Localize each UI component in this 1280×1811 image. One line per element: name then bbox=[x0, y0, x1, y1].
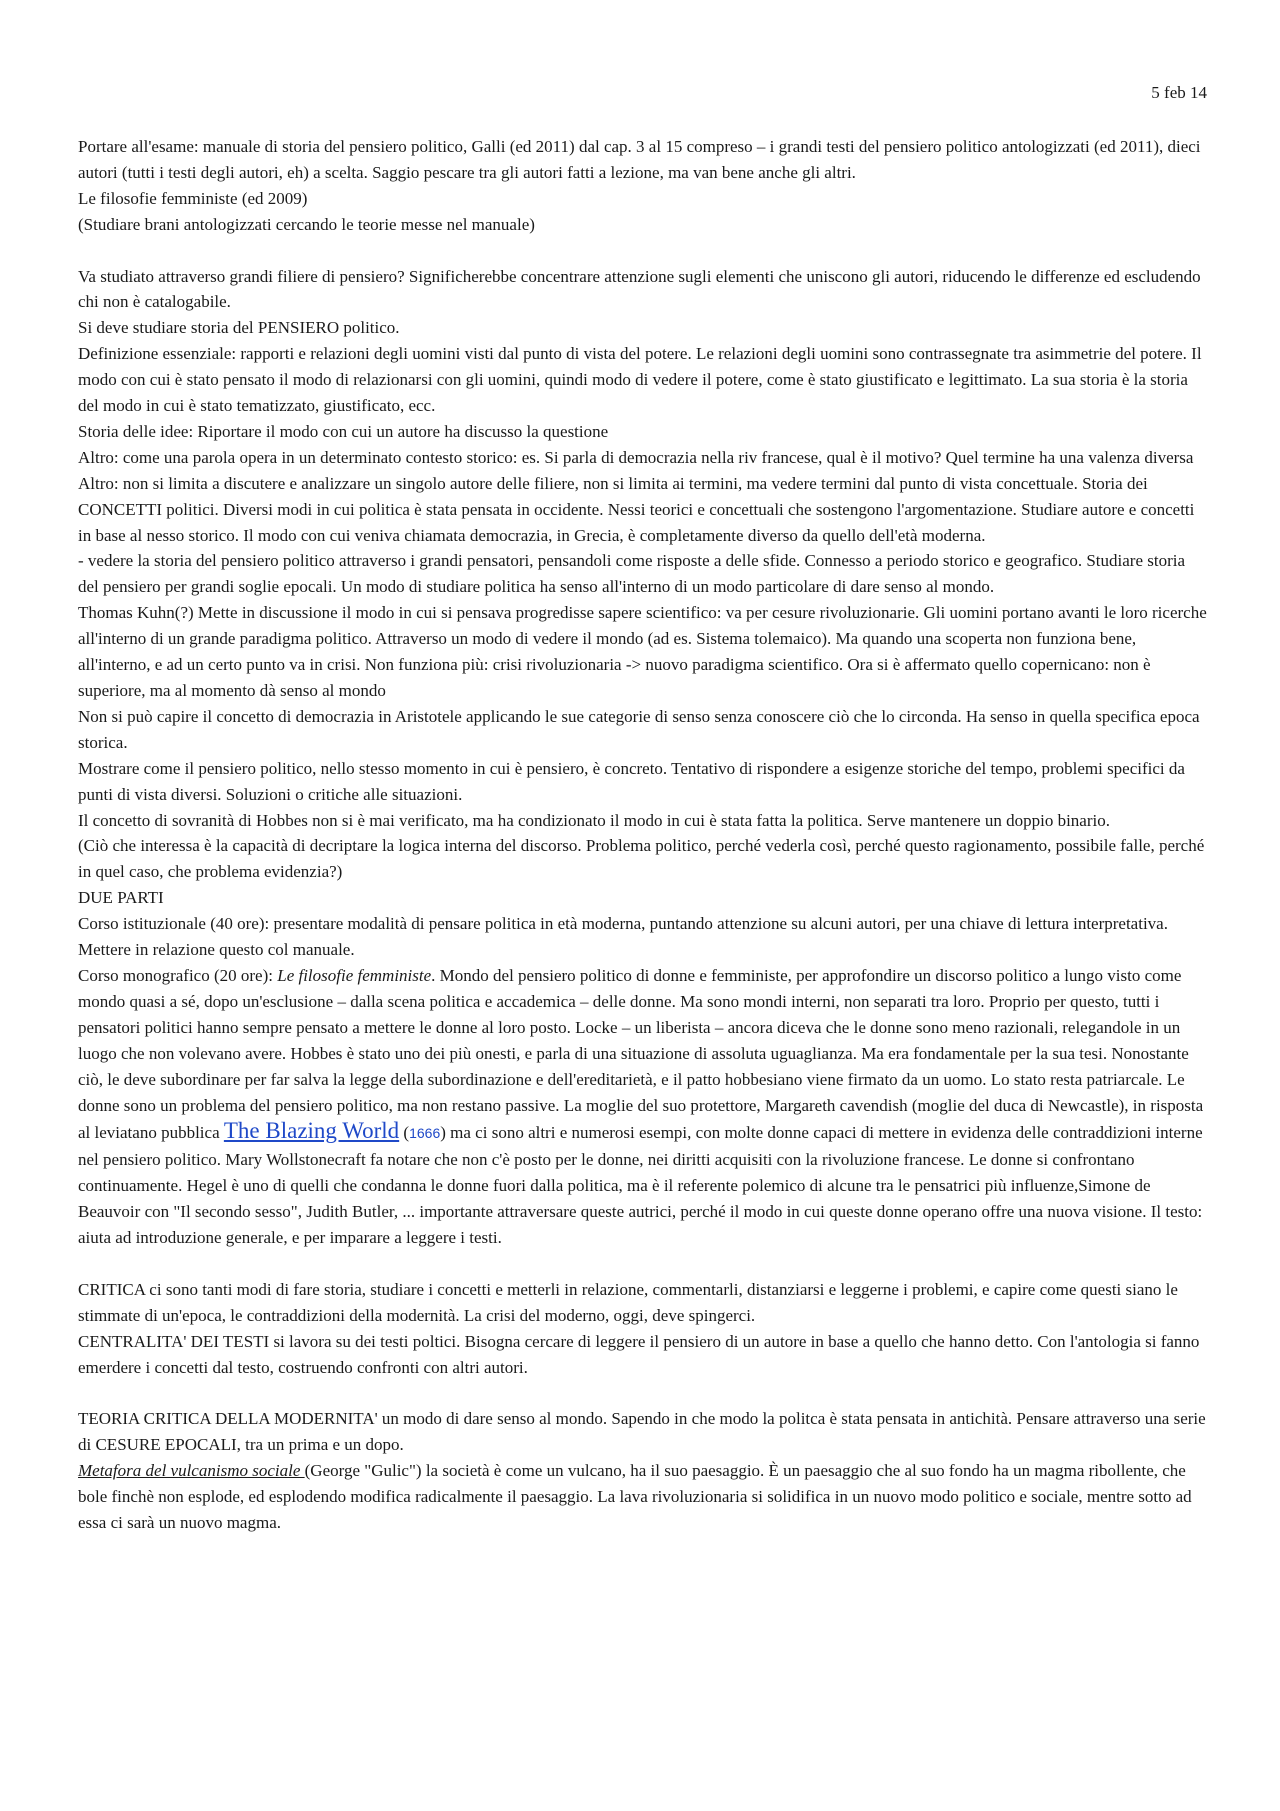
paragraph-study-note: (Studiare brani antologizzati cercando le teorie messe nel manuale) bbox=[78, 214, 535, 234]
paragraph-monographic-course bbox=[78, 963, 1208, 1251]
paragraph-decrypt: (Ciò che interessa è la capacità di decriptare la logica interna del discorso. Problema politico, perché vederla così, perché questo ragionamento, possibile falle, perché in quel caso, che problema evidenzia?) bbox=[78, 836, 1205, 882]
paragraph-aristotle: Non si può capire il concetto di democrazia in Aristotele applicando le sue categorie di senso senza conoscere ciò che lo circonda. Ha senso in quella specifica epoca storica. bbox=[78, 706, 1200, 752]
blazing-world-link[interactable]: The Blazing World bbox=[223, 1118, 400, 1144]
paragraph-exam-materials: Portare all'esame: manuale di storia del pensiero politico, Galli (ed 2011) dal cap. 3 al 15 compreso – i grandi testi del pensiero politico antologizzati (ed 2011), dieci autori (tutti i testi degli autori, eh) a scelta. Saggio pescare tra gli autori fatti a lezione, ma van bene anche gli altri. bbox=[78, 137, 1201, 182]
publication-year: 1666 bbox=[409, 1125, 441, 1142]
paragraph-feminist-book: Le filosofie femministe (ed 2009) bbox=[78, 188, 308, 208]
volcanism-title: Metafora del vulcanismo sociale bbox=[78, 1461, 305, 1481]
paragraph-hobbes: Il concetto di sovranità di Hobbes non si è mai verificato, ma ha condizionato il modo in cui è stata fatta la politica. Serve mantenere un doppio binario. bbox=[78, 810, 1110, 830]
paragraph-kuhn: Thomas Kuhn(?) Mette in discussione il modo in cui si pensava progredisse sapere scientifico: va per cesure rivoluzionarie. Gli uomini portano avanti le loro ricerche all'interno di un grande paradigma politico. Attraverso un modo di vedere il mondo (ad es. Sistema tolemaico). Ma quando una scoperta non funziona bene, all'interno, e ad un certo punto va in crisi. Non funziona più: crisi rivoluzionaria -> nuovo paradigma scientifico. Ora si è affermato quello copernicano: non è superiore, ma al momento dà senso al mondo bbox=[78, 603, 1207, 701]
book-title-italic: Le filosofie femministe bbox=[277, 965, 432, 985]
paragraph-concrete-thought: Mostrare come il pensiero politico, nello stesso momento in cui è pensiero, è concreto. Tentativo di rispondere a esigenze storiche del tempo, problemi specifici da punti di vista diversi. Soluzioni o critiche alle situazioni. bbox=[78, 758, 1185, 804]
note-date: 5 feb 14 bbox=[1151, 83, 1207, 102]
paragraph-volcanism bbox=[78, 1458, 1208, 1536]
paragraph-history-ideas: Storia delle idee: Riportare il modo con cui un autore ha discusso la questione bbox=[78, 421, 609, 441]
paragraph-definition: Definizione essenziale: rapporti e relazioni degli uomini visti dal punto di vista del potere. Le relazioni degli uomini sono contrassegnate tra asimmetrie del potere. Il modo con cui è stato pensato il modo di relazionarsi con gli uomini, quindi modo di vedere il potere, come è stato giustificato e legittimato. La sua storia è la storia del modo in cui è stato tematizzato, giustificato, ecc. bbox=[78, 344, 1202, 416]
monographic-text-end: ) ma ci sono altri e numerosi esempi, con molte donne capaci di mettere in evidenza delle contraddizioni interne nel pensiero politico. Mary Wollstonecraft fa notare che non c'è posto per le donne, nei diritti acquisiti con la rivoluzione francese. Le donne si confrontano continuamente. Hegel è uno di quelli che condanna le donne fuori dalla politica, ma è il referente polemico di alcune tra le pensatrici più influenze,Simone de Beauvoir con "Il secondo sesso", Judith Butler, ... importante attraversare queste autrici, perché il modo in cui queste donne operano offre una nuova visione. Il testo: aiuta ad introduzione generale, e per imparare a leggere i testi. bbox=[78, 1123, 1203, 1248]
note-body bbox=[78, 134, 1208, 1536]
paragraph-pensiero: Si deve studiare storia del PENSIERO politico. bbox=[78, 318, 400, 338]
paragraph-two-parts: DUE PARTI bbox=[78, 888, 164, 908]
paragraph-institutional-course: Corso istituzionale (40 ore): presentare modalità di pensare politica in età moderna, puntando attenzione su alcuni autori, per una chiave di lettura interpretativa. Mettere in relazione questo col manuale. bbox=[78, 914, 1168, 960]
paragraph-critical-theory: TEORIA CRITICA DELLA MODERNITA' un modo di dare senso al mondo. Sapendo in che modo la politca è stata pensata in antichità. Pensare attraverso una serie di CESURE EPOCALI, tra un prima e un dopo. bbox=[78, 1409, 1206, 1455]
blank-line bbox=[78, 238, 1208, 264]
monographic-text: . Mondo del pensiero politico di donne e femministe, per approfondire un discorso politico a lungo visto come mondo quasi a sé, dopo un'esclusione – dalla scena politica e accademica – delle donne. Ma sono mondi interni, non separati tra loro. Proprio per questo, tutti i pensatori politici hanno sempre pensato a mettere le donne al loro posto. Locke – un liberista – ancora diceva che le donne sono meno razionali, relegandole in un luogo che non volevano avere. Hobbes è stato uno dei più onesti, e parla di una situazione di assoluta uguaglianza. Ma era fondamentale per la sua tesi. Nonostante ciò, le deve subordinare per far salva la legge della subordinazione e dell'ereditarietà, e il patto hobbesiano viene firmato da un uomo. Lo stato resta patriarcale. Le donne sono un problema del pensiero politico, ma non restano passive. La moglie del suo protettore, Margareth cavendish (moglie del duca di Newcastle), in risposta al leviatano pubblica bbox=[78, 965, 1204, 1143]
paragraph-critica: CRITICA ci sono tanti modi di fare storia, studiare i concetti e metterli in relazione, commentarli, distanziarsi e leggerne i problemi, e capire come questi siano le stimmate di un'epoca, le contraddizioni della modernità. La crisi del moderno, oggi, deve spingerci. bbox=[78, 1279, 1178, 1325]
paragraph-altro-2: Altro: non si limita a discutere e analizzare un singolo autore delle filiere, non si limita ai termini, ma vedere termini dal punto di vista concettuale. Storia dei CONCETTI politici. Diversi modi in cui politica è stata pensata in occidente. Nessi teorici e concettuali che sostengono l'argomentazione. Studiare autore e concetti in base al nesso storico. Il modo con cui veniva chiamata democrazia, in Grecia, è completamente diverso da quello dell'età moderna. bbox=[78, 473, 1195, 545]
blank-line bbox=[78, 1380, 1208, 1406]
monographic-intro: Corso monografico (20 ore): bbox=[78, 965, 278, 985]
paragraph-altro-1: Altro: come una parola opera in un determinato contesto storico: es. Si parla di democrazia nella riv francese, qual è il motivo? Quel termine ha una valenza diversa bbox=[78, 447, 1194, 467]
paragraph-centrality-texts: CENTRALITA' DEI TESTI si lavora su dei testi poltici. Bisogna cercare di leggere il pensiero di un autore in base a quello che hanno detto. Con l'antologia si fanno emerdere i concetti dal testo, costruendo confronti con altri autori. bbox=[78, 1331, 1200, 1377]
blank-line bbox=[78, 1251, 1208, 1277]
paragraph-filiere: Va studiato attraverso grandi filiere di pensiero? Significherebbe concentrare attenzione sugli elementi che uniscono gli autori, riducendo le differenze ed escludendo chi non è catalogabile. bbox=[78, 266, 1201, 312]
open-paren: ( bbox=[399, 1123, 410, 1143]
paragraph-great-thinkers: - vedere la storia del pensiero politico attraverso i grandi pensatori, pensandoli come risposte a delle sfide. Connesso a periodo storico e geografico. Studiare storia del pensiero per grandi soglie epocali. Un modo di studiare politica ha senso all'interno di un modo particolare di dare senso al mondo. bbox=[78, 551, 1186, 597]
volcanism-text: (George "Gulic") la società è come un vulcano, ha il suo paesaggio. È un paesaggio che al suo fondo ha un magma ribollente, che bole finchè non esplode, ed esplodendo modifica radicalmente il paesaggio. La lava rivoluzionaria si solidifica in un nuovo modo politico e sociale, mentre sotto ad essa ci sarà un nuovo magma. bbox=[78, 1461, 1192, 1532]
